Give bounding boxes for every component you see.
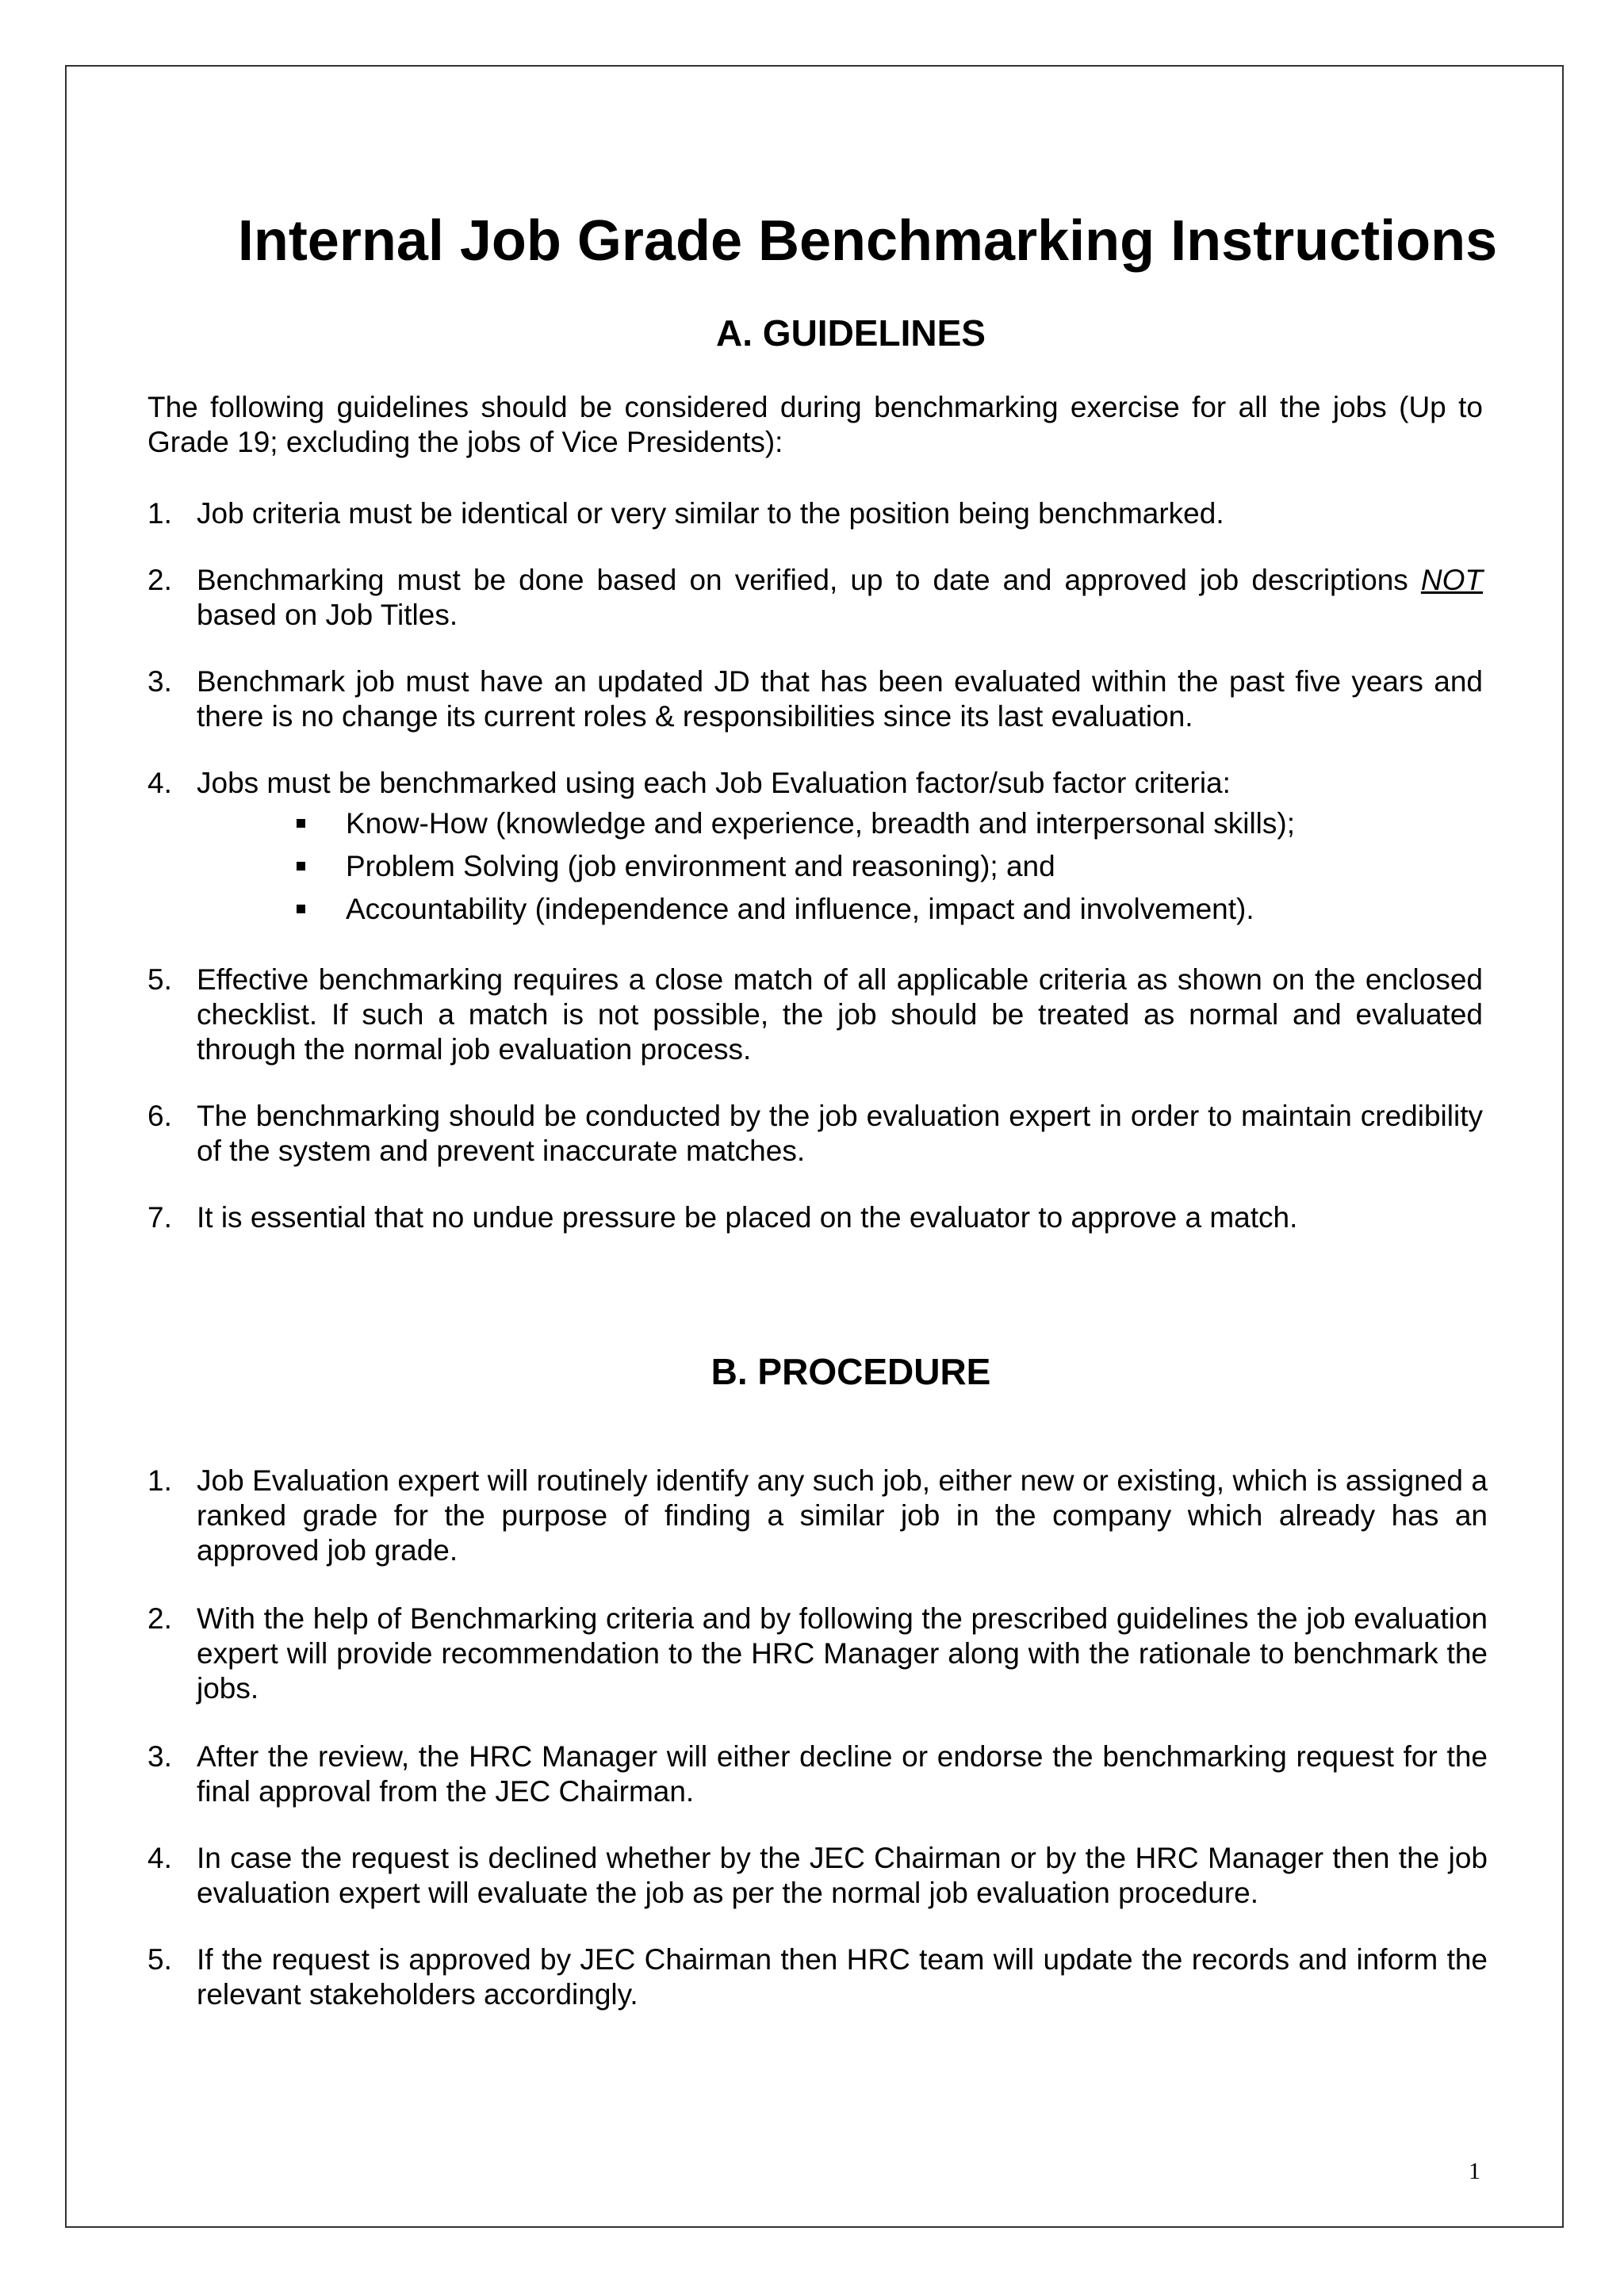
procedure-item (147, 1942, 1488, 2012)
item-text: Job Evaluation expert will routinely identify any such job, either new or existing, which is assigned a ranked grade for the purpose of finding a similar job in the company which already has an approved job grade. (197, 1464, 1488, 1567)
procedure-heading: B. PROCEDURE (710, 1351, 991, 1392)
item-text: If the request is approved by JEC Chairman then HRC team will update the records and inform the relevant stakeholders accordingly. (197, 1943, 1488, 2011)
procedure-item (147, 1739, 1488, 1809)
item-number: 3. (147, 665, 172, 698)
procedure-item (147, 1601, 1488, 1706)
item-number: 4. (147, 1842, 172, 1874)
item-number: 6. (147, 1100, 172, 1132)
item-text: Job criteria must be identical or very similar to the position being benchmarked. (197, 497, 1224, 530)
guideline-item (147, 563, 1483, 633)
guideline-item (147, 496, 1483, 531)
guideline-item (147, 1099, 1483, 1169)
guideline-item (147, 766, 1483, 801)
item-text: Jobs must be benchmarked using each Job Evaluation factor/sub factor criteria: (197, 767, 1231, 799)
square-bullet-icon (297, 905, 305, 913)
item-text-continued: based on Job Titles. (197, 599, 458, 631)
item-text: After the review, the HRC Manager will either decline or endorse the benchmarking request for the final approval from the JEC Chairman. (197, 1740, 1488, 1808)
item-text: Benchmark job must have an updated JD that has been evaluated within the past five years and there is no change its current roles & responsibilities since its last evaluation. (197, 665, 1483, 733)
square-bullet-icon (297, 819, 305, 828)
item-number: 3. (147, 1740, 172, 1773)
guideline-item (147, 962, 1483, 1067)
factor-item (147, 802, 1483, 845)
item-text: The benchmarking should be conducted by the job evaluation expert in order to maintain credibility of the system and prevent inaccurate matches. (197, 1100, 1483, 1167)
page-number: 1 (1469, 2158, 1480, 2184)
item-number: 5. (147, 1943, 172, 1976)
guidelines-heading: A. GUIDELINES (716, 312, 986, 354)
item-text: It is essential that no undue pressure be placed on the evaluator to approve a match. (197, 1201, 1298, 1234)
guidelines-intro: The following guidelines should be considered during benchmarking exercise for all the jobs (Up to Grade 19; excluding the jobs of Vice Presidents): (147, 391, 1483, 458)
item-text: Benchmarking must be done based on verified, up to date and approved job descriptions (197, 564, 1421, 596)
factor-sublist (147, 802, 1483, 931)
factor-item (147, 845, 1483, 888)
item-number: 7. (147, 1201, 172, 1234)
item-number: 2. (147, 1602, 172, 1635)
item-number: 5. (147, 963, 172, 996)
guideline-item (147, 1200, 1483, 1235)
factor-text: Know-How (knowledge and experience, breadth and interpersonal skills); (346, 807, 1295, 840)
emphasis-not: NOT (1420, 564, 1483, 596)
item-text: Effective benchmarking requires a close match of all applicable criteria as shown on the enclosed checklist. If such a match is not possible, the job should be treated as normal and evaluated through the normal job evaluation process. (197, 963, 1483, 1066)
factor-text: Problem Solving (job environment and reasoning); and (346, 850, 1055, 882)
guideline-item (147, 664, 1483, 734)
item-text: In case the request is declined whether by the JEC Chairman or by the HRC Manager then the job evaluation expert will evaluate the job as per the normal job evaluation procedure. (197, 1842, 1488, 1909)
factor-text: Accountability (independence and influence, impact and involvement). (346, 893, 1254, 925)
square-bullet-icon (297, 862, 305, 871)
factor-sublist-container (147, 802, 1483, 931)
procedure-item (147, 1841, 1488, 1911)
procedure-item (147, 1464, 1488, 1568)
item-number: 1. (147, 1464, 172, 1497)
item-number: 1. (147, 497, 172, 530)
item-text: With the help of Benchmarking criteria and by following the prescribed guidelines the job evaluation expert will provide recommendation to the HRC Manager along with the rationale to benchmark the jobs. (197, 1602, 1488, 1705)
item-number: 2. (147, 564, 172, 596)
item-number: 4. (147, 767, 172, 799)
factor-item (147, 888, 1483, 931)
document-title: Internal Job Grade Benchmarking Instructions (237, 209, 1498, 273)
